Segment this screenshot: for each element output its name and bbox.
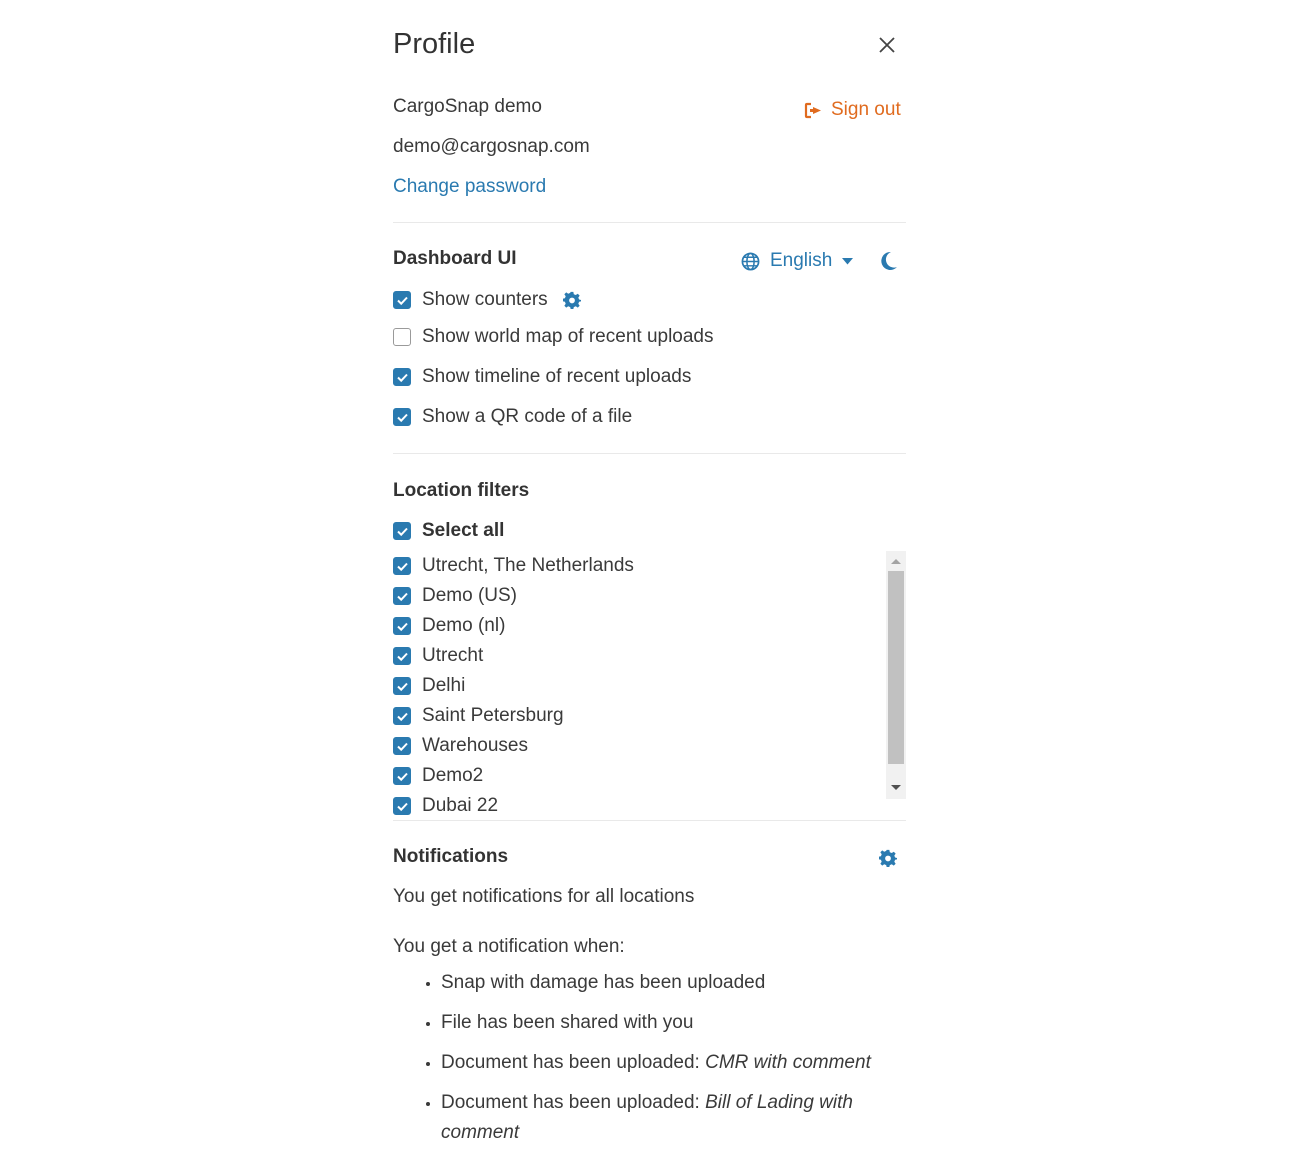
notification-detail: Bill of Lading with comment bbox=[441, 1092, 853, 1143]
location-item[interactable] bbox=[393, 555, 634, 577]
location-item[interactable] bbox=[393, 675, 465, 697]
gear-icon[interactable] bbox=[563, 291, 581, 309]
dark-mode-toggle[interactable] bbox=[880, 251, 898, 276]
divider bbox=[393, 453, 906, 454]
notification-detail: CMR with comment bbox=[705, 1052, 871, 1073]
notification-text: Document has been uploaded: bbox=[441, 1092, 706, 1113]
select-all-label: Select all bbox=[422, 520, 505, 541]
location-filters-heading: Location filters bbox=[393, 480, 530, 501]
divider bbox=[393, 222, 906, 223]
option-label: Show timeline of recent uploads bbox=[422, 366, 692, 387]
notification-settings-gear-icon[interactable] bbox=[879, 849, 897, 867]
location-item[interactable] bbox=[393, 645, 483, 667]
location-label: Dubai 22 bbox=[422, 795, 499, 816]
checkbox[interactable] bbox=[393, 707, 411, 725]
sign-out-icon bbox=[804, 102, 823, 119]
list-item bbox=[441, 1048, 911, 1078]
check-icon bbox=[396, 294, 409, 307]
close-button[interactable] bbox=[877, 35, 897, 55]
checkbox[interactable] bbox=[393, 368, 411, 386]
option-show-qr-code[interactable] bbox=[393, 406, 632, 428]
check-icon bbox=[396, 800, 409, 813]
option-label: Show a QR code of a file bbox=[422, 406, 633, 427]
location-label: Utrecht bbox=[422, 645, 484, 666]
check-icon bbox=[396, 770, 409, 783]
globe-icon bbox=[741, 252, 760, 271]
check-icon bbox=[396, 710, 409, 723]
location-label: Demo (US) bbox=[422, 585, 518, 606]
location-label: Saint Petersburg bbox=[422, 705, 564, 726]
notification-intro-text: You get a notification when: bbox=[393, 936, 625, 957]
location-label: Demo (nl) bbox=[422, 615, 506, 636]
scrollbar-thumb[interactable] bbox=[888, 571, 904, 764]
scroll-down-arrow-icon[interactable] bbox=[891, 785, 901, 790]
location-label: Warehouses bbox=[422, 735, 528, 756]
location-item[interactable] bbox=[393, 735, 528, 757]
check-icon bbox=[396, 371, 409, 384]
checkbox[interactable] bbox=[393, 767, 411, 785]
checkbox[interactable] bbox=[393, 677, 411, 695]
user-name: CargoSnap demo bbox=[393, 96, 542, 117]
location-item[interactable] bbox=[393, 765, 483, 787]
moon-icon bbox=[880, 251, 898, 271]
checkbox[interactable] bbox=[393, 587, 411, 605]
checkbox[interactable] bbox=[393, 737, 411, 755]
close-icon bbox=[877, 35, 897, 55]
option-show-timeline[interactable] bbox=[393, 366, 691, 388]
sign-out-label: Sign out bbox=[831, 99, 901, 120]
check-icon bbox=[396, 525, 409, 538]
check-icon bbox=[396, 620, 409, 633]
checkbox[interactable] bbox=[393, 617, 411, 635]
list-item bbox=[441, 968, 911, 998]
location-label: Delhi bbox=[422, 675, 466, 696]
select-all-checkbox[interactable] bbox=[393, 520, 504, 542]
location-item[interactable] bbox=[393, 585, 517, 607]
checkbox[interactable] bbox=[393, 291, 411, 309]
divider bbox=[393, 820, 906, 821]
check-icon bbox=[396, 411, 409, 424]
user-email: demo@cargosnap.com bbox=[393, 136, 590, 157]
notification-list bbox=[413, 968, 911, 1158]
option-show-world-map[interactable] bbox=[393, 326, 714, 348]
check-icon bbox=[396, 650, 409, 663]
notification-scope-text: You get notifications for all locations bbox=[393, 886, 695, 907]
page-title: Profile bbox=[393, 28, 476, 60]
notifications-heading: Notifications bbox=[393, 846, 509, 867]
language-dropdown[interactable] bbox=[741, 250, 853, 272]
notification-text: File has been shared with you bbox=[441, 1012, 694, 1033]
change-password-link[interactable]: Change password bbox=[393, 176, 547, 197]
location-label: Demo2 bbox=[422, 765, 484, 786]
checkbox[interactable] bbox=[393, 647, 411, 665]
sign-out-button[interactable] bbox=[804, 99, 901, 121]
option-show-counters[interactable] bbox=[393, 289, 581, 311]
location-item[interactable] bbox=[393, 795, 498, 817]
check-icon bbox=[396, 740, 409, 753]
list-item bbox=[441, 1088, 911, 1148]
location-item[interactable] bbox=[393, 615, 505, 637]
location-item[interactable] bbox=[393, 705, 564, 727]
option-label: Show world map of recent uploads bbox=[422, 326, 714, 347]
checkbox[interactable] bbox=[393, 408, 411, 426]
caret-down-icon bbox=[842, 258, 853, 265]
check-icon bbox=[396, 590, 409, 603]
notification-text: Snap with damage has been uploaded bbox=[441, 972, 766, 993]
list-item bbox=[441, 1008, 911, 1038]
check-icon bbox=[396, 680, 409, 693]
location-list[interactable] bbox=[393, 551, 906, 816]
location-list-scrollbar[interactable] bbox=[886, 551, 906, 799]
checkbox[interactable] bbox=[393, 328, 411, 346]
language-label: English bbox=[770, 250, 833, 271]
checkbox[interactable] bbox=[393, 522, 411, 540]
location-label: Utrecht, The Netherlands bbox=[422, 555, 634, 576]
dashboard-ui-heading: Dashboard UI bbox=[393, 248, 517, 269]
notification-text: Document has been uploaded: bbox=[441, 1052, 706, 1073]
checkbox[interactable] bbox=[393, 557, 411, 575]
option-label: Show counters bbox=[422, 289, 548, 310]
check-icon bbox=[396, 560, 409, 573]
checkbox[interactable] bbox=[393, 797, 411, 815]
scroll-up-arrow-icon[interactable] bbox=[891, 559, 901, 564]
